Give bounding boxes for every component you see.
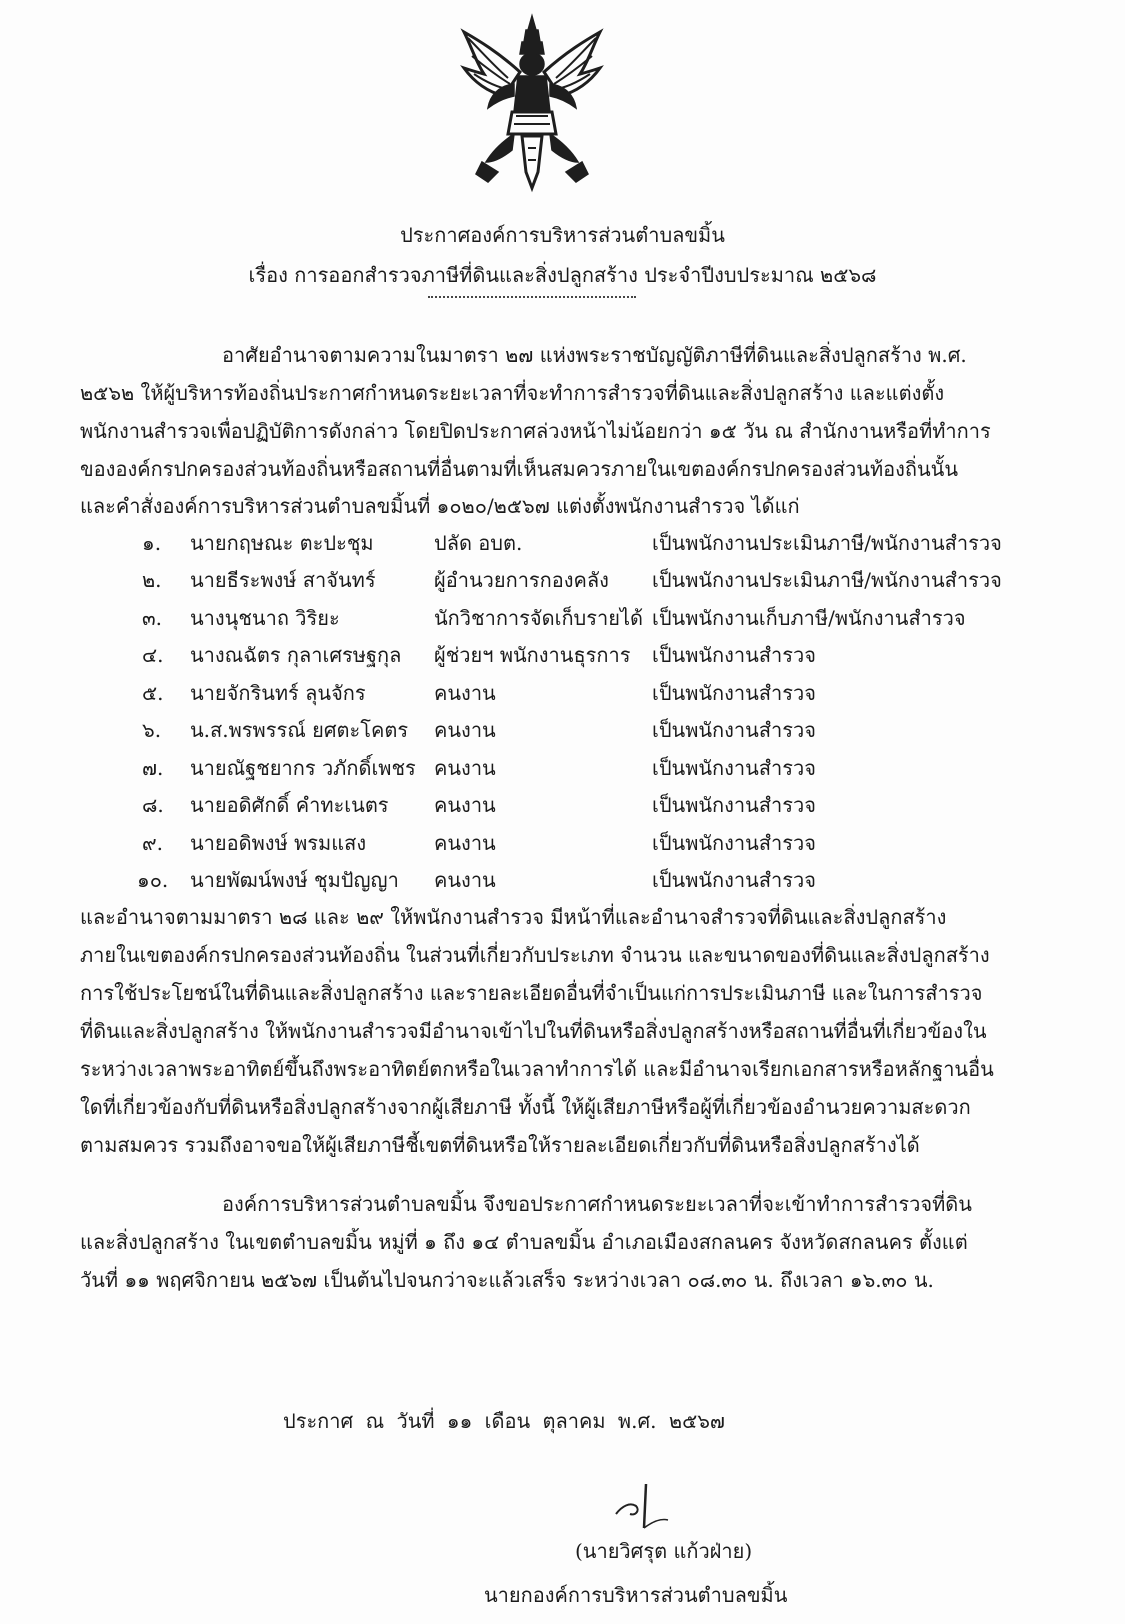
staff-position: คนงาน <box>434 831 496 855</box>
staff-role: เป็นพนักงานสำรวจ <box>652 643 816 667</box>
staff-number: ๕. <box>142 681 164 705</box>
signer-name: (นายวิศรุต แก้วฝ่าย) <box>575 1539 753 1563</box>
intro-line: พนักงานสำรวจเพื่อปฏิบัติการดังกล่าว โดยปิดประกาศล่วงหน้าไม่น้อยกว่า ๑๕ วัน ณ สำนักงานหรือที่ทำการ <box>80 419 991 443</box>
dotted-divider <box>428 296 636 298</box>
staff-role: เป็นพนักงานประเมินภาษี/พนักงานสำรวจ <box>652 568 1002 592</box>
staff-role: เป็นพนักงานเก็บภาษี/พนักงานสำรวจ <box>652 606 966 630</box>
staff-number: ๓. <box>142 606 163 630</box>
announcement-title: ประกาศองค์การบริหารส่วนตำบลขมิ้น <box>400 223 725 247</box>
staff-name: นางนุชนาถ วิริยะ <box>190 606 340 630</box>
announcement-line: วันที่ ๑๑ พฤศจิกายน ๒๕๖๗ เป็นต้นไปจนกว่าจะแล้วเสร็จ ระหว่างเวลา ๐๘.๓๐ น. ถึงเวลา ๑๖.๓๐ น. <box>80 1268 934 1292</box>
staff-name: นายณัฐชยากร วภักดิ์เพชร <box>190 756 416 780</box>
intro-line: และคำสั่งองค์การบริหารส่วนตำบลขมิ้นที่ ๑๐๒๐/๒๕๖๗ แต่งตั้งพนักงานสำรวจ ได้แก่ <box>80 494 800 518</box>
garuda-emblem-icon <box>458 12 606 194</box>
announcement-line: และสิ่งปลูกสร้าง ในเขตตำบลขมิ้น หมู่ที่ ๑ ถึง ๑๔ ตำบลขมิ้น อำเภอเมืองสกลนคร จังหวัดสกลนคร ตั้งแต่ <box>80 1230 968 1254</box>
staff-position: คนงาน <box>434 793 496 817</box>
signer-title: นายกองค์การบริหารส่วนตำบลขมิ้น <box>484 1583 788 1607</box>
staff-row <box>0 755 1125 785</box>
intro-line: อาศัยอำนาจตามความในมาตรา ๒๗ แห่งพระราชบัญญัติภาษีที่ดินและสิ่งปลูกสร้าง พ.ศ. <box>222 343 967 367</box>
authority-line: และอำนาจตามมาตรา ๒๘ และ ๒๙ ให้พนักงานสำรวจ มีหน้าที่และอำนาจสำรวจที่ดินและสิ่งปลูกสร้าง <box>80 905 947 929</box>
staff-name: นายกฤษณะ ตะปะชุม <box>190 531 374 555</box>
staff-row <box>0 792 1125 822</box>
staff-number: ๒. <box>142 568 162 592</box>
authority-line: ภายในเขตองค์กรปกครองส่วนท้องถิ่น ในส่วนที่เกี่ยวกับประเภท จำนวน และขนาดของที่ดินและสิ่งปลูกสร้าง <box>80 943 990 967</box>
staff-role: เป็นพนักงานสำรวจ <box>652 718 816 742</box>
staff-row <box>0 830 1125 860</box>
staff-name: นางณฉัตร กุลาเศรษฐกุล <box>190 643 402 667</box>
staff-role: เป็นพนักงานสำรวจ <box>652 756 816 780</box>
staff-name: นายธีระพงษ์ สาจันทร์ <box>190 568 376 592</box>
staff-position: ผู้ช่วยฯ พนักงานธุรการ <box>434 643 631 667</box>
announcement-date: ประกาศ ณ วันที่ ๑๑ เดือน ตุลาคม พ.ศ. ๒๕๖๗ <box>283 1409 725 1433</box>
announcement-subject: เรื่อง การออกสำรวจภาษีที่ดินและสิ่งปลูกสร้าง ประจำปีงบประมาณ ๒๕๖๘ <box>248 263 877 287</box>
intro-line: ขององค์กรปกครองส่วนท้องถิ่นหรือสถานที่อื่นตามที่เห็นสมควรภายในเขตองค์กรปกครองส่วนท้องถิ่นนั้น <box>80 457 959 481</box>
staff-position: คนงาน <box>434 718 496 742</box>
staff-position: คนงาน <box>434 868 496 892</box>
authority-line: ตามสมควร รวมถึงอาจขอให้ผู้เสียภาษีชี้เขตที่ดินหรือให้รายละเอียดเกี่ยวกับที่ดินหรือสิ่งปลูกสร้างได้ <box>80 1133 920 1157</box>
staff-role: เป็นพนักงานสำรวจ <box>652 868 816 892</box>
intro-line: ๒๕๖๒ ให้ผู้บริหารท้องถิ่นประกาศกำหนดระยะเวลาที่จะทำการสำรวจที่ดินและสิ่งปลูกสร้าง และแต่งตั้ง <box>80 381 945 405</box>
announcement-line: องค์การบริหารส่วนตำบลขมิ้น จึงขอประกาศกำหนดระยะเวลาที่จะเข้าทำการสำรวจที่ดิน <box>222 1192 972 1216</box>
handwritten-signature <box>612 1480 674 1538</box>
staff-name: น.ส.พรพรรณ์ ยศตะโคตร <box>190 718 409 742</box>
staff-row <box>0 680 1125 710</box>
staff-position: ปลัด อบต. <box>434 531 523 555</box>
staff-number: ๖. <box>142 718 162 742</box>
staff-number: ๘. <box>142 793 164 817</box>
staff-row <box>0 567 1125 597</box>
staff-number: ๑. <box>142 531 162 555</box>
staff-number: ๗. <box>142 756 164 780</box>
staff-row <box>0 530 1125 560</box>
staff-role: เป็นพนักงานประเมินภาษี/พนักงานสำรวจ <box>652 531 1002 555</box>
staff-row <box>0 867 1125 897</box>
authority-line: ใดที่เกี่ยวข้องกับที่ดินหรือสิ่งปลูกสร้างจากผู้เสียภาษี ทั้งนี้ ให้ผู้เสียภาษีหรือผู้ที่เกี่ยวข้องอำนวยความสะดวก <box>80 1095 971 1119</box>
staff-name: นายพัฒน์พงษ์ ชุมปัญญา <box>190 868 399 892</box>
staff-role: เป็นพนักงานสำรวจ <box>652 831 816 855</box>
authority-line: ที่ดินและสิ่งปลูกสร้าง ให้พนักงานสำรวจมีอำนาจเข้าไปในที่ดินหรือสิ่งปลูกสร้างหรือสถานที่อื่นที่เกี่ยวข้องใน <box>80 1019 987 1043</box>
staff-name: นายจักรินทร์ ลุนจักร <box>190 681 366 705</box>
staff-name: นายอดิศักดิ์ คำทะเนตร <box>190 793 389 817</box>
authority-line: ระหว่างเวลาพระอาทิตย์ขึ้นถึงพระอาทิตย์ตกหรือในเวลาทำการได้ และมีอำนาจเรียกเอกสารหรือหลักฐานอื่น <box>80 1057 994 1081</box>
staff-position: คนงาน <box>434 681 496 705</box>
staff-number: ๔. <box>142 643 164 667</box>
staff-row <box>0 717 1125 747</box>
staff-row <box>0 605 1125 635</box>
staff-number: ๑๐. <box>137 868 169 892</box>
staff-position: คนงาน <box>434 756 496 780</box>
authority-line: การใช้ประโยชน์ในที่ดินและสิ่งปลูกสร้าง และรายละเอียดอื่นที่จำเป็นแก่การประเมินภาษี และในการสำรวจ <box>80 981 983 1005</box>
staff-position: ผู้อำนวยการกองคลัง <box>434 568 609 592</box>
staff-role: เป็นพนักงานสำรวจ <box>652 793 816 817</box>
staff-name: นายอดิพงษ์ พรมแสง <box>190 831 367 855</box>
staff-role: เป็นพนักงานสำรวจ <box>652 681 816 705</box>
staff-row <box>0 642 1125 672</box>
staff-number: ๙. <box>142 831 164 855</box>
staff-position: นักวิชาการจัดเก็บรายได้ <box>434 606 643 630</box>
